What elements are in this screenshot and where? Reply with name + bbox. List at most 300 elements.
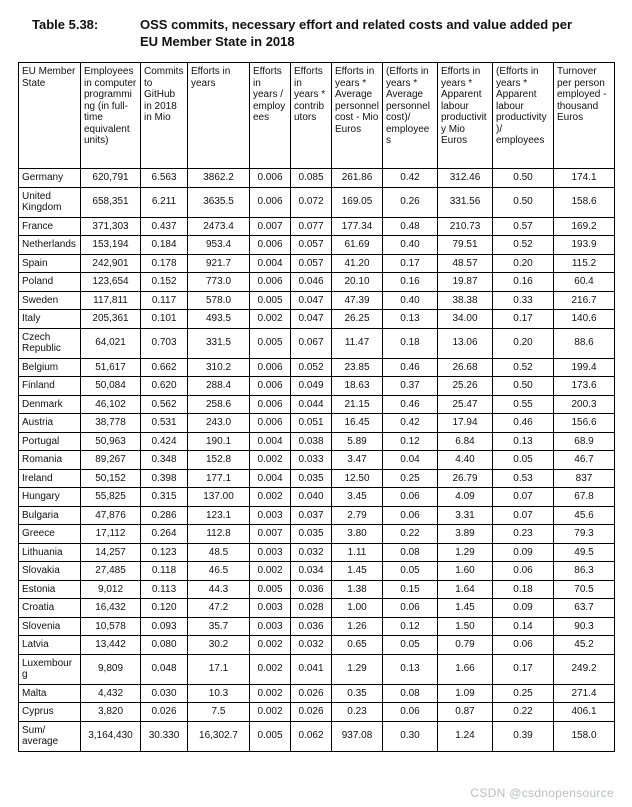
table-row bbox=[19, 414, 615, 433]
state-cell: Sweden bbox=[19, 291, 81, 310]
state-cell: Luxembourg bbox=[19, 654, 81, 684]
value-cell: 0.39 bbox=[493, 721, 554, 751]
value-cell: 658,351 bbox=[81, 187, 141, 217]
value-cell: 26.79 bbox=[438, 469, 493, 488]
value-cell: 90.3 bbox=[554, 617, 615, 636]
value-cell: 169.2 bbox=[554, 217, 615, 236]
value-cell: 0.035 bbox=[291, 469, 332, 488]
value-cell: 1.45 bbox=[438, 599, 493, 618]
value-cell: 0.35 bbox=[332, 684, 383, 703]
value-cell: 34.00 bbox=[438, 310, 493, 329]
value-cell: 123,654 bbox=[81, 273, 141, 292]
table-row bbox=[19, 488, 615, 507]
value-cell: 0.52 bbox=[493, 358, 554, 377]
value-cell: 6.563 bbox=[141, 169, 188, 188]
value-cell: 216.7 bbox=[554, 291, 615, 310]
column-header-10: Turnover per person employed - thousand Euros bbox=[554, 63, 615, 169]
value-cell: 0.007 bbox=[250, 525, 291, 544]
value-cell: 17.1 bbox=[188, 654, 250, 684]
column-header-3: Efforts in years bbox=[188, 63, 250, 169]
value-cell: 6.211 bbox=[141, 187, 188, 217]
value-cell: 0.037 bbox=[291, 506, 332, 525]
value-cell: 0.005 bbox=[250, 721, 291, 751]
value-cell: 0.003 bbox=[250, 543, 291, 562]
value-cell: 46.5 bbox=[188, 562, 250, 581]
value-cell: 0.026 bbox=[291, 703, 332, 722]
value-cell: 23.85 bbox=[332, 358, 383, 377]
value-cell: 61.69 bbox=[332, 236, 383, 255]
value-cell: 200.3 bbox=[554, 395, 615, 414]
value-cell: 0.002 bbox=[250, 310, 291, 329]
value-cell: 18.63 bbox=[332, 377, 383, 396]
value-cell: 25.47 bbox=[438, 395, 493, 414]
value-cell: 152.8 bbox=[188, 451, 250, 470]
value-cell: 0.50 bbox=[493, 187, 554, 217]
value-cell: 0.16 bbox=[493, 273, 554, 292]
state-cell: Bulgaria bbox=[19, 506, 81, 525]
value-cell: 1.64 bbox=[438, 580, 493, 599]
value-cell: 13.06 bbox=[438, 328, 493, 358]
value-cell: 0.049 bbox=[291, 377, 332, 396]
value-cell: 0.50 bbox=[493, 169, 554, 188]
value-cell: 6.84 bbox=[438, 432, 493, 451]
table-row bbox=[19, 617, 615, 636]
value-cell: 0.067 bbox=[291, 328, 332, 358]
table-row bbox=[19, 543, 615, 562]
state-cell: Finland bbox=[19, 377, 81, 396]
value-cell: 2.79 bbox=[332, 506, 383, 525]
value-cell: 0.118 bbox=[141, 562, 188, 581]
watermark: CSDN @csdnopensource bbox=[470, 786, 614, 800]
value-cell: 0.041 bbox=[291, 654, 332, 684]
table-row bbox=[19, 254, 615, 273]
value-cell: 55,825 bbox=[81, 488, 141, 507]
value-cell: 0.002 bbox=[250, 562, 291, 581]
value-cell: 177.1 bbox=[188, 469, 250, 488]
value-cell: 38,778 bbox=[81, 414, 141, 433]
value-cell: 0.08 bbox=[383, 543, 438, 562]
value-cell: 30.2 bbox=[188, 636, 250, 655]
value-cell: 0.23 bbox=[332, 703, 383, 722]
value-cell: 4,432 bbox=[81, 684, 141, 703]
value-cell: 0.06 bbox=[383, 703, 438, 722]
value-cell: 0.120 bbox=[141, 599, 188, 618]
value-cell: 0.046 bbox=[291, 273, 332, 292]
value-cell: 7.5 bbox=[188, 703, 250, 722]
value-cell: 0.004 bbox=[250, 254, 291, 273]
table-row bbox=[19, 273, 615, 292]
value-cell: 123.1 bbox=[188, 506, 250, 525]
column-header-2: Commits to GitHub in 2018 in Mio bbox=[141, 63, 188, 169]
value-cell: 0.002 bbox=[250, 636, 291, 655]
state-cell: Poland bbox=[19, 273, 81, 292]
state-cell: Austria bbox=[19, 414, 81, 433]
value-cell: 0.286 bbox=[141, 506, 188, 525]
value-cell: 0.13 bbox=[383, 654, 438, 684]
value-cell: 406.1 bbox=[554, 703, 615, 722]
value-cell: 0.006 bbox=[250, 169, 291, 188]
value-cell: 16,302.7 bbox=[188, 721, 250, 751]
value-cell: 70.5 bbox=[554, 580, 615, 599]
value-cell: 0.003 bbox=[250, 506, 291, 525]
value-cell: 193.9 bbox=[554, 236, 615, 255]
value-cell: 79.51 bbox=[438, 236, 493, 255]
value-cell: 0.12 bbox=[383, 432, 438, 451]
column-header-9: (Efforts in years * Apparent labour productivity )/ employees bbox=[493, 63, 554, 169]
value-cell: 0.42 bbox=[383, 414, 438, 433]
value-cell: 0.25 bbox=[493, 684, 554, 703]
value-cell: 0.40 bbox=[383, 236, 438, 255]
table-header-row bbox=[19, 63, 615, 169]
value-cell: 0.33 bbox=[493, 291, 554, 310]
value-cell: 0.123 bbox=[141, 543, 188, 562]
value-cell: 3,164,430 bbox=[81, 721, 141, 751]
value-cell: 312.46 bbox=[438, 169, 493, 188]
value-cell: 3.45 bbox=[332, 488, 383, 507]
value-cell: 49.5 bbox=[554, 543, 615, 562]
table-body bbox=[19, 169, 615, 752]
value-cell: 4.09 bbox=[438, 488, 493, 507]
table-row bbox=[19, 721, 615, 751]
column-header-7: (Efforts in years * Average personnel cost)/ employees bbox=[383, 63, 438, 169]
value-cell: 0.002 bbox=[250, 654, 291, 684]
value-cell: 45.6 bbox=[554, 506, 615, 525]
value-cell: 79.3 bbox=[554, 525, 615, 544]
value-cell: 0.398 bbox=[141, 469, 188, 488]
column-header-6: Efforts in years * Average personnel cost - Mio Euros bbox=[332, 63, 383, 169]
value-cell: 0.040 bbox=[291, 488, 332, 507]
value-cell: 4.40 bbox=[438, 451, 493, 470]
value-cell: 0.048 bbox=[141, 654, 188, 684]
value-cell: 0.79 bbox=[438, 636, 493, 655]
table-row bbox=[19, 377, 615, 396]
value-cell: 47,876 bbox=[81, 506, 141, 525]
value-cell: 288.4 bbox=[188, 377, 250, 396]
state-cell: United Kingdom bbox=[19, 187, 81, 217]
column-header-4: Efforts in years / employees bbox=[250, 63, 291, 169]
value-cell: 88.6 bbox=[554, 328, 615, 358]
value-cell: 0.26 bbox=[383, 187, 438, 217]
value-cell: 249.2 bbox=[554, 654, 615, 684]
value-cell: 20.10 bbox=[332, 273, 383, 292]
value-cell: 242,901 bbox=[81, 254, 141, 273]
value-cell: 0.005 bbox=[250, 580, 291, 599]
column-header-5: Efforts in years * contributors bbox=[291, 63, 332, 169]
value-cell: 953.4 bbox=[188, 236, 250, 255]
value-cell: 0.46 bbox=[493, 414, 554, 433]
value-cell: 0.052 bbox=[291, 358, 332, 377]
value-cell: 0.04 bbox=[383, 451, 438, 470]
value-cell: 0.036 bbox=[291, 580, 332, 599]
value-cell: 112.8 bbox=[188, 525, 250, 544]
value-cell: 1.66 bbox=[438, 654, 493, 684]
value-cell: 271.4 bbox=[554, 684, 615, 703]
state-cell: Latvia bbox=[19, 636, 81, 655]
value-cell: 0.17 bbox=[493, 654, 554, 684]
value-cell: 0.006 bbox=[250, 273, 291, 292]
value-cell: 0.437 bbox=[141, 217, 188, 236]
value-cell: 45.2 bbox=[554, 636, 615, 655]
value-cell: 48.57 bbox=[438, 254, 493, 273]
value-cell: 493.5 bbox=[188, 310, 250, 329]
table-row bbox=[19, 432, 615, 451]
table-row bbox=[19, 580, 615, 599]
table-row bbox=[19, 217, 615, 236]
state-cell: Greece bbox=[19, 525, 81, 544]
value-cell: 0.57 bbox=[493, 217, 554, 236]
value-cell: 0.003 bbox=[250, 617, 291, 636]
value-cell: 0.12 bbox=[383, 617, 438, 636]
value-cell: 578.0 bbox=[188, 291, 250, 310]
value-cell: 0.08 bbox=[383, 684, 438, 703]
value-cell: 937.08 bbox=[332, 721, 383, 751]
state-cell: Lithuania bbox=[19, 543, 81, 562]
value-cell: 0.09 bbox=[493, 543, 554, 562]
table-row bbox=[19, 236, 615, 255]
table-row bbox=[19, 506, 615, 525]
value-cell: 310.2 bbox=[188, 358, 250, 377]
value-cell: 10,578 bbox=[81, 617, 141, 636]
value-cell: 47.2 bbox=[188, 599, 250, 618]
value-cell: 1.38 bbox=[332, 580, 383, 599]
state-cell: Malta bbox=[19, 684, 81, 703]
value-cell: 17.94 bbox=[438, 414, 493, 433]
value-cell: 47.39 bbox=[332, 291, 383, 310]
value-cell: 0.006 bbox=[250, 395, 291, 414]
value-cell: 9,809 bbox=[81, 654, 141, 684]
value-cell: 0.06 bbox=[493, 636, 554, 655]
value-cell: 0.65 bbox=[332, 636, 383, 655]
value-cell: 0.06 bbox=[493, 562, 554, 581]
value-cell: 0.057 bbox=[291, 236, 332, 255]
value-cell: 0.002 bbox=[250, 488, 291, 507]
value-cell: 0.085 bbox=[291, 169, 332, 188]
value-cell: 773.0 bbox=[188, 273, 250, 292]
value-cell: 14,257 bbox=[81, 543, 141, 562]
table-caption-title: OSS commits, necessary effort and related costs and value added per EU Member State in 2018 bbox=[140, 17, 573, 49]
value-cell: 3.80 bbox=[332, 525, 383, 544]
value-cell: 26.68 bbox=[438, 358, 493, 377]
value-cell: 0.07 bbox=[493, 506, 554, 525]
value-cell: 17,112 bbox=[81, 525, 141, 544]
value-cell: 0.48 bbox=[383, 217, 438, 236]
value-cell: 190.1 bbox=[188, 432, 250, 451]
value-cell: 177.34 bbox=[332, 217, 383, 236]
value-cell: 0.072 bbox=[291, 187, 332, 217]
value-cell: 210.73 bbox=[438, 217, 493, 236]
value-cell: 0.23 bbox=[493, 525, 554, 544]
value-cell: 0.032 bbox=[291, 636, 332, 655]
state-cell: Cyprus bbox=[19, 703, 81, 722]
value-cell: 117,811 bbox=[81, 291, 141, 310]
state-cell: Croatia bbox=[19, 599, 81, 618]
value-cell: 0.032 bbox=[291, 543, 332, 562]
value-cell: 0.18 bbox=[493, 580, 554, 599]
table-row bbox=[19, 310, 615, 329]
table-row bbox=[19, 358, 615, 377]
value-cell: 2473.4 bbox=[188, 217, 250, 236]
state-cell: Belgium bbox=[19, 358, 81, 377]
value-cell: 0.348 bbox=[141, 451, 188, 470]
value-cell: 0.13 bbox=[493, 432, 554, 451]
value-cell: 0.002 bbox=[250, 684, 291, 703]
value-cell: 261.86 bbox=[332, 169, 383, 188]
value-cell: 0.46 bbox=[383, 358, 438, 377]
value-cell: 0.047 bbox=[291, 291, 332, 310]
table-caption bbox=[32, 16, 614, 50]
value-cell: 0.17 bbox=[493, 310, 554, 329]
state-cell: Spain bbox=[19, 254, 81, 273]
value-cell: 0.30 bbox=[383, 721, 438, 751]
value-cell: 199.4 bbox=[554, 358, 615, 377]
value-cell: 3,820 bbox=[81, 703, 141, 722]
value-cell: 1.26 bbox=[332, 617, 383, 636]
value-cell: 0.184 bbox=[141, 236, 188, 255]
value-cell: 0.044 bbox=[291, 395, 332, 414]
value-cell: 0.117 bbox=[141, 291, 188, 310]
value-cell: 0.178 bbox=[141, 254, 188, 273]
value-cell: 10.3 bbox=[188, 684, 250, 703]
table-row bbox=[19, 525, 615, 544]
state-cell: Portugal bbox=[19, 432, 81, 451]
value-cell: 0.18 bbox=[383, 328, 438, 358]
table-row bbox=[19, 451, 615, 470]
value-cell: 921.7 bbox=[188, 254, 250, 273]
value-cell: 115.2 bbox=[554, 254, 615, 273]
value-cell: 0.080 bbox=[141, 636, 188, 655]
value-cell: 44.3 bbox=[188, 580, 250, 599]
value-cell: 0.006 bbox=[250, 187, 291, 217]
value-cell: 0.07 bbox=[493, 488, 554, 507]
value-cell: 1.11 bbox=[332, 543, 383, 562]
value-cell: 0.006 bbox=[250, 358, 291, 377]
value-cell: 0.152 bbox=[141, 273, 188, 292]
value-cell: 0.09 bbox=[493, 599, 554, 618]
value-cell: 51,617 bbox=[81, 358, 141, 377]
state-cell: Denmark bbox=[19, 395, 81, 414]
value-cell: 0.424 bbox=[141, 432, 188, 451]
value-cell: 137.00 bbox=[188, 488, 250, 507]
value-cell: 620,791 bbox=[81, 169, 141, 188]
value-cell: 243.0 bbox=[188, 414, 250, 433]
value-cell: 0.53 bbox=[493, 469, 554, 488]
table-row bbox=[19, 562, 615, 581]
value-cell: 0.038 bbox=[291, 432, 332, 451]
value-cell: 11.47 bbox=[332, 328, 383, 358]
value-cell: 0.22 bbox=[383, 525, 438, 544]
table-row bbox=[19, 291, 615, 310]
value-cell: 48.5 bbox=[188, 543, 250, 562]
value-cell: 27,485 bbox=[81, 562, 141, 581]
value-cell: 50,152 bbox=[81, 469, 141, 488]
value-cell: 0.004 bbox=[250, 469, 291, 488]
value-cell: 1.45 bbox=[332, 562, 383, 581]
value-cell: 0.003 bbox=[250, 599, 291, 618]
value-cell: 0.047 bbox=[291, 310, 332, 329]
value-cell: 0.026 bbox=[291, 684, 332, 703]
value-cell: 174.1 bbox=[554, 169, 615, 188]
state-cell: Sum/ average bbox=[19, 721, 81, 751]
value-cell: 50,963 bbox=[81, 432, 141, 451]
value-cell: 63.7 bbox=[554, 599, 615, 618]
state-cell: Estonia bbox=[19, 580, 81, 599]
value-cell: 0.026 bbox=[141, 703, 188, 722]
table-row bbox=[19, 469, 615, 488]
value-cell: 1.50 bbox=[438, 617, 493, 636]
value-cell: 0.620 bbox=[141, 377, 188, 396]
value-cell: 0.06 bbox=[383, 488, 438, 507]
value-cell: 0.033 bbox=[291, 451, 332, 470]
value-cell: 35.7 bbox=[188, 617, 250, 636]
column-header-0: EU Member State bbox=[19, 63, 81, 169]
state-cell: Netherlands bbox=[19, 236, 81, 255]
value-cell: 1.24 bbox=[438, 721, 493, 751]
value-cell: 0.113 bbox=[141, 580, 188, 599]
value-cell: 0.028 bbox=[291, 599, 332, 618]
value-cell: 0.22 bbox=[493, 703, 554, 722]
value-cell: 0.05 bbox=[493, 451, 554, 470]
value-cell: 30.330 bbox=[141, 721, 188, 751]
state-cell: Germany bbox=[19, 169, 81, 188]
value-cell: 0.662 bbox=[141, 358, 188, 377]
value-cell: 156.6 bbox=[554, 414, 615, 433]
value-cell: 0.002 bbox=[250, 703, 291, 722]
value-cell: 0.17 bbox=[383, 254, 438, 273]
state-cell: Slovenia bbox=[19, 617, 81, 636]
value-cell: 0.051 bbox=[291, 414, 332, 433]
value-cell: 68.9 bbox=[554, 432, 615, 451]
table-row bbox=[19, 187, 615, 217]
value-cell: 0.005 bbox=[250, 291, 291, 310]
state-cell: Ireland bbox=[19, 469, 81, 488]
value-cell: 0.264 bbox=[141, 525, 188, 544]
value-cell: 0.14 bbox=[493, 617, 554, 636]
value-cell: 46.7 bbox=[554, 451, 615, 470]
value-cell: 0.036 bbox=[291, 617, 332, 636]
value-cell: 0.034 bbox=[291, 562, 332, 581]
value-cell: 0.05 bbox=[383, 562, 438, 581]
value-cell: 0.703 bbox=[141, 328, 188, 358]
state-cell: Czech Republic bbox=[19, 328, 81, 358]
state-cell: France bbox=[19, 217, 81, 236]
value-cell: 0.20 bbox=[493, 254, 554, 273]
value-cell: 0.004 bbox=[250, 432, 291, 451]
value-cell: 3.47 bbox=[332, 451, 383, 470]
value-cell: 1.00 bbox=[332, 599, 383, 618]
table-caption-label: Table 5.38: bbox=[32, 17, 99, 32]
value-cell: 0.531 bbox=[141, 414, 188, 433]
value-cell: 60.4 bbox=[554, 273, 615, 292]
value-cell: 0.093 bbox=[141, 617, 188, 636]
value-cell: 0.007 bbox=[250, 217, 291, 236]
value-cell: 0.50 bbox=[493, 377, 554, 396]
value-cell: 0.15 bbox=[383, 580, 438, 599]
value-cell: 0.030 bbox=[141, 684, 188, 703]
value-cell: 41.20 bbox=[332, 254, 383, 273]
value-cell: 331.5 bbox=[188, 328, 250, 358]
table-row bbox=[19, 636, 615, 655]
value-cell: 331.56 bbox=[438, 187, 493, 217]
state-cell: Hungary bbox=[19, 488, 81, 507]
value-cell: 169.05 bbox=[332, 187, 383, 217]
value-cell: 89,267 bbox=[81, 451, 141, 470]
table-header bbox=[19, 63, 615, 169]
value-cell: 1.29 bbox=[332, 654, 383, 684]
column-header-1: Employees in computer programming (in full-time equivalent units) bbox=[81, 63, 141, 169]
table-row bbox=[19, 654, 615, 684]
value-cell: 0.16 bbox=[383, 273, 438, 292]
value-cell: 67.8 bbox=[554, 488, 615, 507]
